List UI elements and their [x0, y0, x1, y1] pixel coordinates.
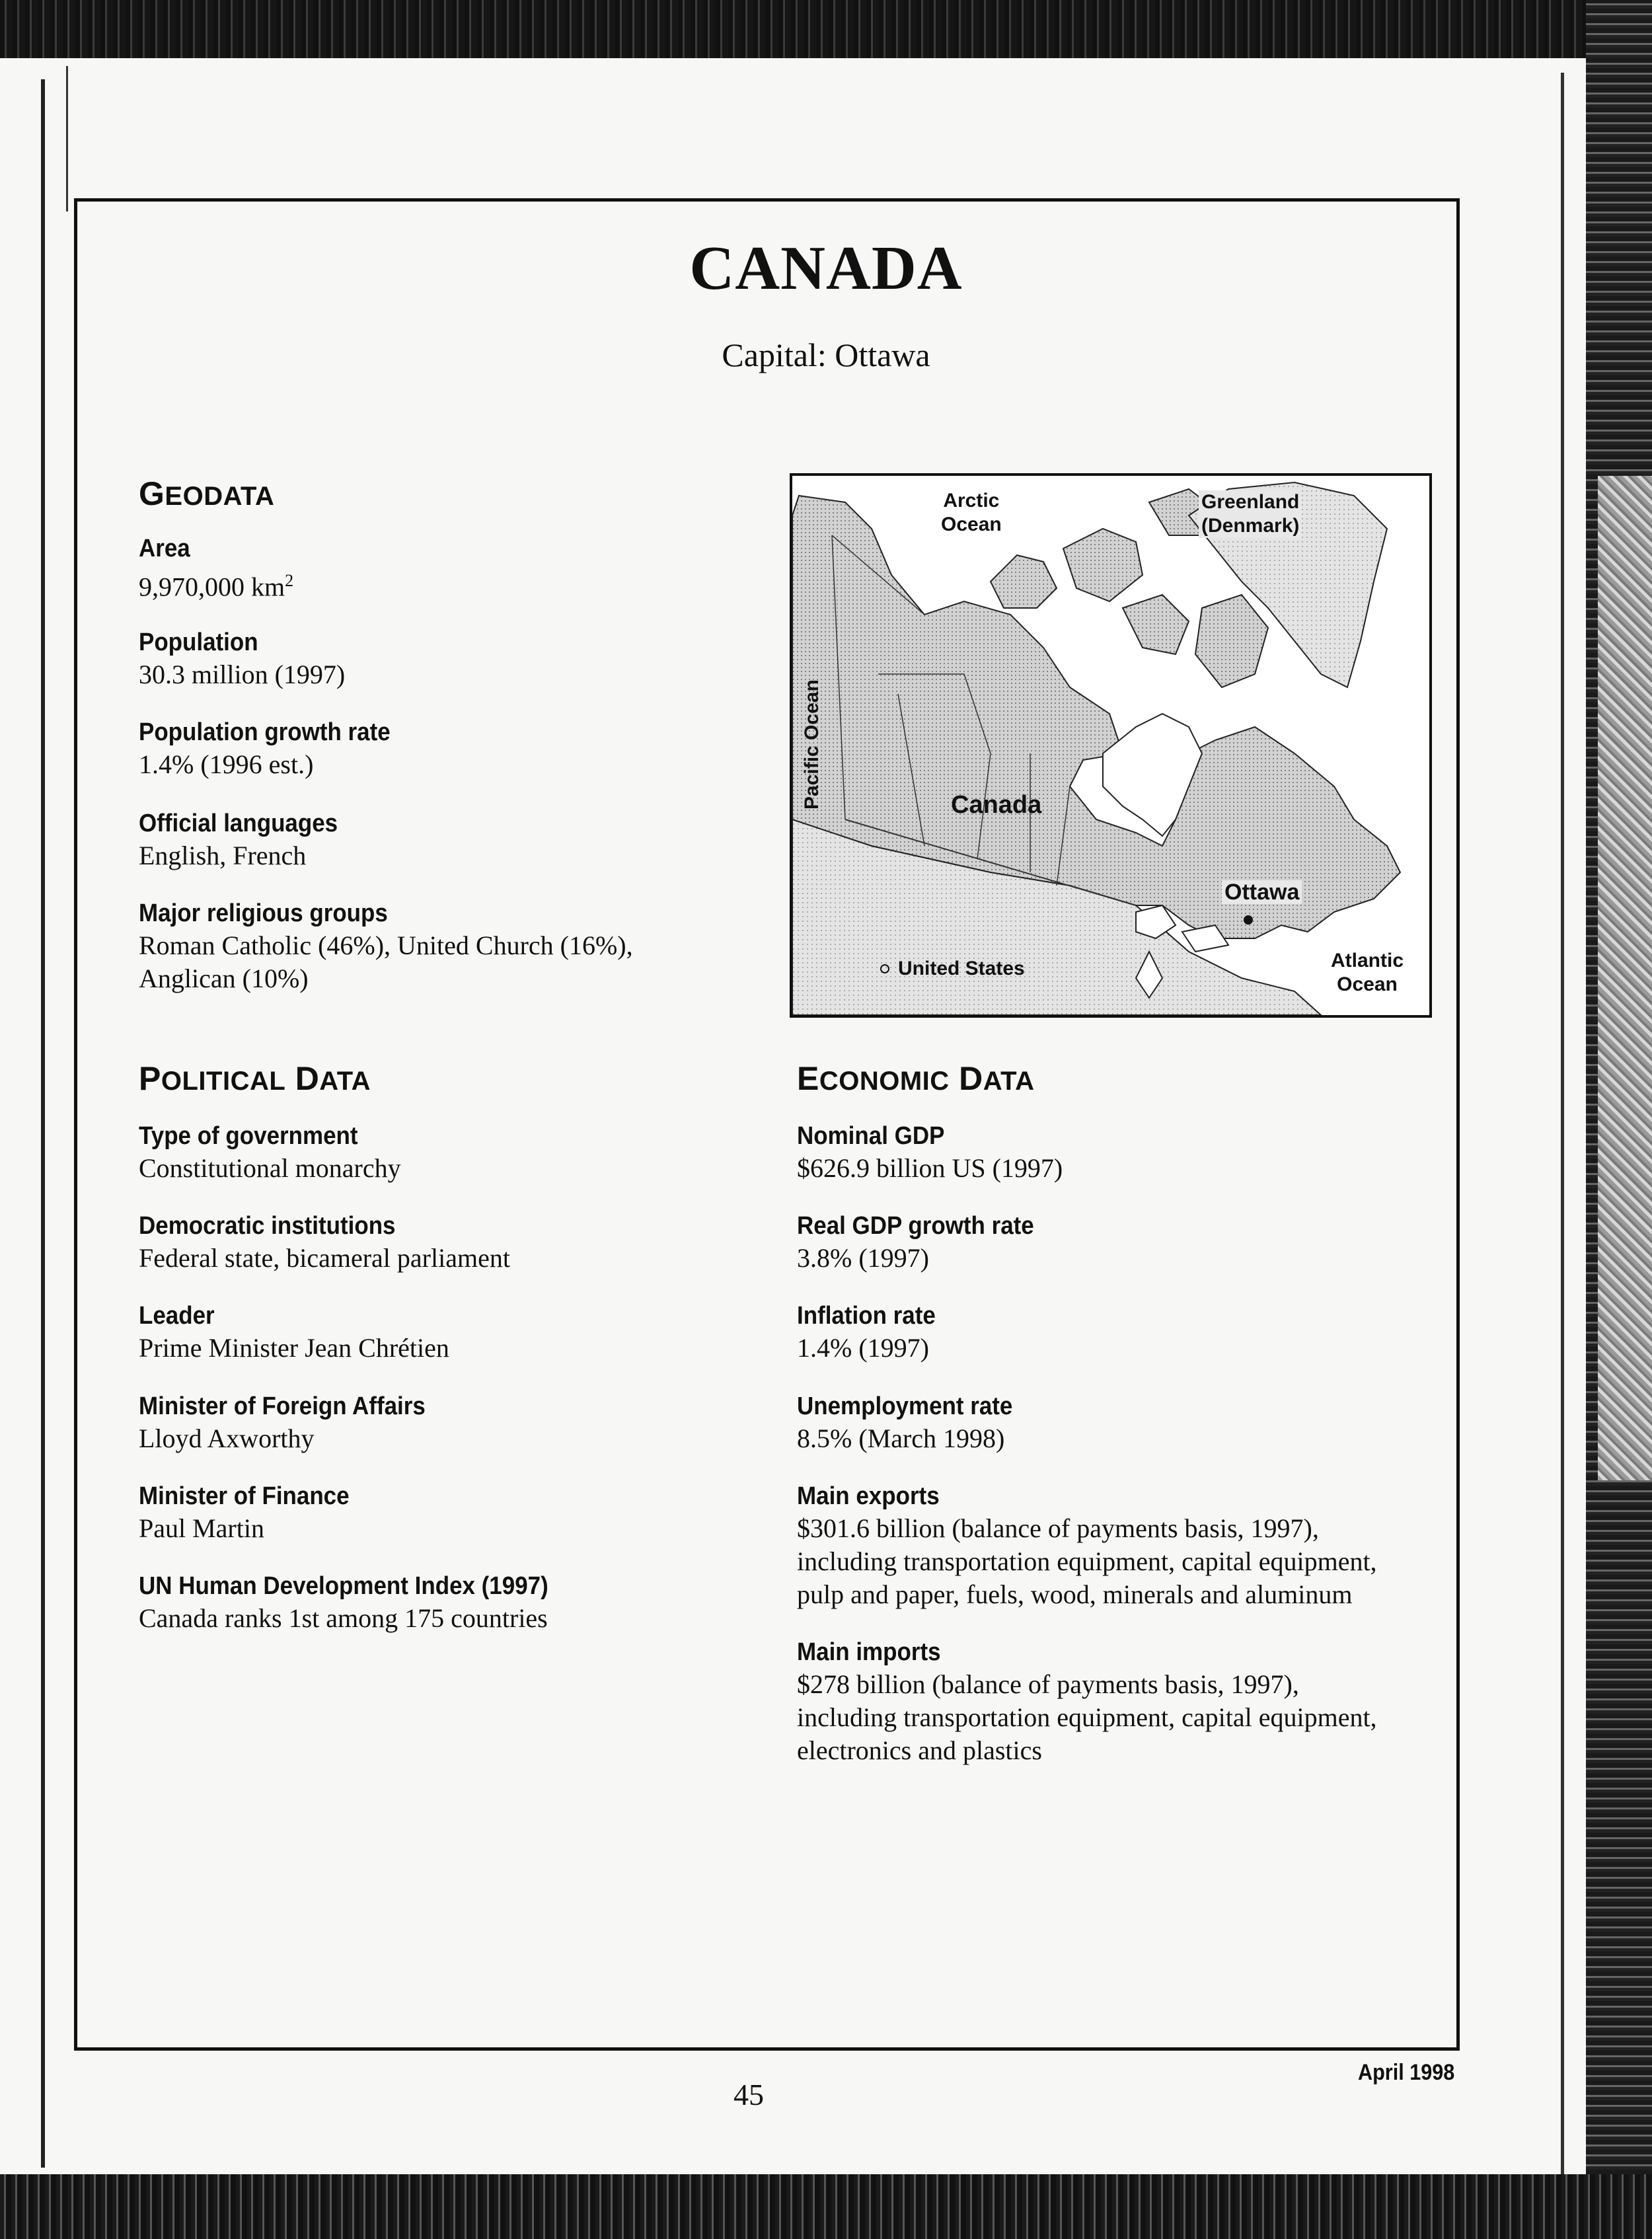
economic-real-gdp-growth — [797, 1210, 1458, 1275]
field-label: Real GDP growth rate — [797, 1212, 1034, 1240]
field-value: 3.8% (1997) — [797, 1243, 929, 1273]
political-minister-finance — [139, 1480, 800, 1545]
page-title: CANADA — [689, 234, 963, 303]
map-label-arctic-ocean: Arctic Ocean — [941, 490, 1002, 535]
map-label-ottawa: Ottawa — [1222, 880, 1302, 904]
field-value: $301.6 billion (balance of payments basis, 1997), — [797, 1513, 1319, 1543]
field-label: Democratic institutions — [139, 1212, 396, 1240]
page-binding-line — [1561, 73, 1564, 2174]
map-label-atlantic-ocean: Atlantic Ocean — [1331, 950, 1404, 995]
field-value: including transportation equipment, capital equipment, — [797, 1546, 1377, 1576]
field-label: Leader — [139, 1302, 215, 1330]
political-leader — [139, 1300, 800, 1365]
scan-edge-bottom — [0, 2174, 1652, 2239]
field-value: electronics and plastics — [797, 1735, 1042, 1765]
field-label: Unemployment rate — [797, 1392, 1013, 1420]
field-value: including transportation equipment, capital equipment, — [797, 1702, 1377, 1732]
geodata-religious-groups — [139, 897, 800, 995]
field-label: Minister of Foreign Affairs — [139, 1392, 426, 1420]
geodata-population-growth — [139, 716, 800, 781]
field-value: Federal state, bicameral parliament — [139, 1243, 510, 1273]
economic-data-heading: ECONOMIC DATA — [797, 1060, 1035, 1097]
economic-main-exports — [797, 1480, 1458, 1611]
field-value: Lloyd Axworthy — [139, 1423, 315, 1453]
political-type-of-government — [139, 1120, 800, 1185]
field-value: Canada ranks 1st among 175 countries — [139, 1603, 548, 1633]
economic-unemployment-rate — [797, 1390, 1458, 1455]
page-number: 45 — [733, 2078, 764, 2111]
canada-map — [790, 473, 1432, 1018]
ottawa-marker — [1244, 915, 1253, 925]
field-value: $278 billion (balance of payments basis, 1997), — [797, 1669, 1299, 1699]
political-un-hdi — [139, 1570, 800, 1635]
field-label: Population growth rate — [139, 718, 391, 746]
geodata-official-languages — [139, 808, 800, 872]
field-label: UN Human Development Index (1997) — [139, 1572, 548, 1600]
map-label-united-states: United States — [898, 958, 1025, 979]
scan-edge-right-texture — [1598, 476, 1652, 1480]
field-label: Official languages — [139, 810, 338, 837]
field-value: 8.5% (March 1998) — [797, 1423, 1005, 1453]
field-value: English, French — [139, 841, 307, 870]
economic-inflation-rate — [797, 1300, 1458, 1365]
page-binding-line — [41, 79, 45, 2168]
field-label: Population — [139, 628, 258, 656]
map-label-greenland: Greenland (Denmark) — [1199, 490, 1302, 538]
field-value: 1.4% (1996 est.) — [139, 749, 314, 779]
field-label: Nominal GDP — [797, 1122, 945, 1150]
field-value: 1.4% (1997) — [797, 1333, 929, 1363]
political-data-heading: POLITICAL DATA — [139, 1060, 371, 1097]
economic-nominal-gdp — [797, 1120, 1458, 1185]
field-value: pulp and paper, fuels, wood, minerals and aluminum — [797, 1579, 1353, 1609]
field-label: Type of government — [139, 1122, 358, 1150]
field-label: Major religious groups — [139, 899, 388, 927]
field-label: Main imports — [797, 1638, 941, 1666]
capital-subtitle: Capital: Ottawa — [722, 336, 930, 373]
field-value: 30.3 million (1997) — [139, 660, 346, 689]
field-label: Inflation rate — [797, 1302, 936, 1330]
field-label: Area — [139, 535, 190, 562]
political-minister-foreign-affairs — [139, 1390, 800, 1455]
field-value: Roman Catholic (46%), United Church (16%), — [139, 930, 633, 960]
field-label: Minister of Finance — [139, 1482, 350, 1510]
page-binding-line — [66, 66, 68, 211]
economic-main-imports — [797, 1636, 1458, 1767]
field-label: Main exports — [797, 1482, 940, 1510]
publication-date: April 1998 — [1358, 2060, 1455, 2085]
political-democratic-institutions — [139, 1210, 800, 1275]
scan-edge-top — [0, 0, 1652, 58]
field-value: Prime Minister Jean Chrétien — [139, 1333, 449, 1363]
field-value: Paul Martin — [139, 1513, 264, 1543]
geodata-heading: GEODATA — [139, 475, 275, 512]
field-value: 9,970,000 $km^2$ — [139, 571, 294, 602]
geodata-population — [139, 626, 800, 691]
geodata-area — [139, 533, 800, 603]
field-value: Constitutional monarchy — [139, 1153, 401, 1183]
field-value: Anglican (10%) — [139, 964, 309, 993]
map-label-pacific-ocean: Pacific Ocean — [801, 679, 823, 810]
map-label-canada: Canada — [951, 791, 1042, 819]
canada-map-graphic — [792, 476, 1429, 1015]
field-value: $626.9 billion US (1997) — [797, 1153, 1063, 1183]
